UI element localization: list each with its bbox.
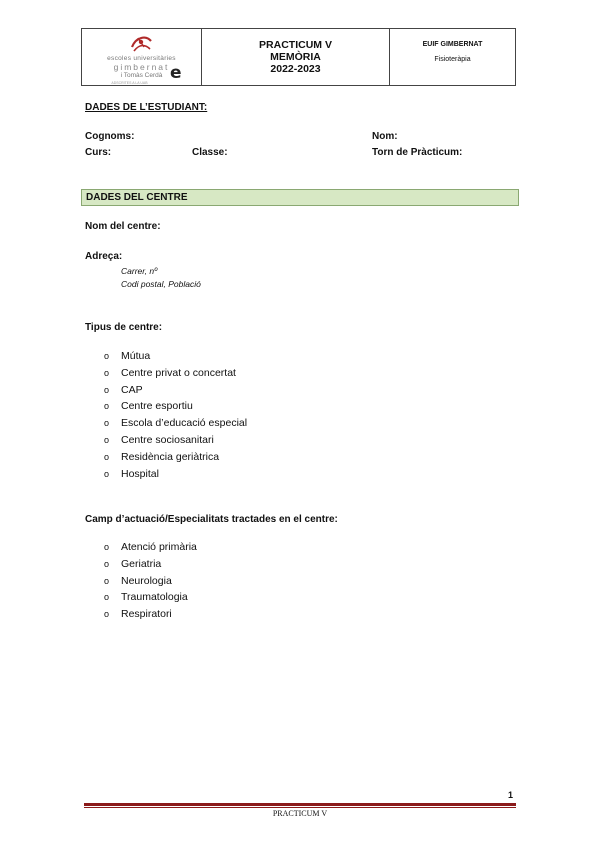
bullet-icon: o bbox=[104, 542, 110, 552]
logo-e-mark: e bbox=[170, 63, 182, 83]
course-label: Curs: bbox=[85, 147, 112, 158]
centre-name-label: Nom del centre: bbox=[85, 221, 161, 232]
logo-line-3: i Tomàs Cerdà bbox=[120, 72, 163, 79]
list-item: o Traumatologia bbox=[104, 589, 197, 606]
surnames-label: Cognoms: bbox=[85, 131, 135, 142]
student-section-title: DADES DE L’ESTUDIANT: bbox=[85, 102, 208, 113]
shift-label: Torn de Pràcticum: bbox=[372, 147, 463, 158]
list-item: o Respiratori bbox=[104, 606, 197, 623]
centre-types-label: Tipus de centre: bbox=[85, 322, 163, 333]
header-table bbox=[81, 28, 516, 86]
fields-list bbox=[104, 539, 197, 623]
doc-year: 2022-2023 bbox=[270, 63, 321, 75]
bullet-icon: o bbox=[104, 609, 110, 620]
bullet-icon: o bbox=[104, 418, 110, 429]
list-item: o Neurologia bbox=[104, 573, 197, 590]
address-line-2: Codi postal, Població bbox=[121, 279, 201, 289]
school-name: EUIF GIMBERNAT bbox=[422, 41, 483, 48]
subject-name: Fisioteràpia bbox=[434, 56, 471, 63]
logo-line-1: escoles universitàries bbox=[107, 55, 176, 62]
bullet-icon: o bbox=[104, 367, 110, 378]
centre-section-band: DADES DEL CENTRE bbox=[81, 189, 519, 206]
list-item: o Residència geriàtrica bbox=[104, 449, 247, 466]
list-item: o Atenció primària bbox=[104, 539, 197, 556]
fields-label: Camp d’actuació/Especialitats tractades en el centre: bbox=[85, 514, 338, 525]
bullet-icon: o bbox=[104, 434, 110, 445]
name-label: Nom: bbox=[372, 131, 398, 142]
list-item: o Geriatria bbox=[104, 556, 197, 573]
address-label: Adreça: bbox=[85, 251, 123, 262]
class-label: Classe: bbox=[192, 147, 228, 158]
bullet-icon: o bbox=[104, 451, 110, 462]
doc-title: PRACTICUM V bbox=[259, 39, 332, 51]
logo-emblem-icon bbox=[126, 33, 156, 55]
logo-cell bbox=[82, 29, 202, 85]
list-item: o Hospital bbox=[104, 466, 247, 483]
bullet-icon: o bbox=[104, 575, 110, 586]
list-item: o CAP bbox=[104, 382, 247, 399]
logo-line-2: gimbernat bbox=[113, 62, 170, 72]
list-item: o Mútua bbox=[104, 348, 247, 365]
list-item: o Centre esportiu bbox=[104, 398, 247, 415]
bullet-icon: o bbox=[104, 351, 110, 361]
bullet-icon: o bbox=[104, 384, 110, 395]
list-item: o Centre privat o concertat bbox=[104, 365, 247, 382]
doc-subtitle: MEMÒRIA bbox=[270, 51, 321, 63]
logo-line-4: ADSCRITES A LA UAB bbox=[111, 81, 148, 85]
bullet-icon: o bbox=[104, 401, 110, 412]
centre-types-list bbox=[104, 348, 247, 482]
list-item: o Escola d’educació especial bbox=[104, 415, 247, 432]
address-line-1: Carrer, nº bbox=[121, 266, 158, 276]
school-cell bbox=[390, 29, 515, 85]
bullet-icon: o bbox=[104, 468, 110, 479]
footer-text: PRACTICUM V bbox=[272, 809, 328, 818]
list-item: o Centre sociosanitari bbox=[104, 432, 247, 449]
page-number: 1 bbox=[508, 790, 514, 800]
title-cell bbox=[202, 29, 390, 85]
bullet-icon: o bbox=[104, 592, 110, 603]
bullet-icon: o bbox=[104, 558, 110, 569]
footer-rule bbox=[84, 803, 516, 806]
footer-rule-thin bbox=[84, 807, 516, 808]
